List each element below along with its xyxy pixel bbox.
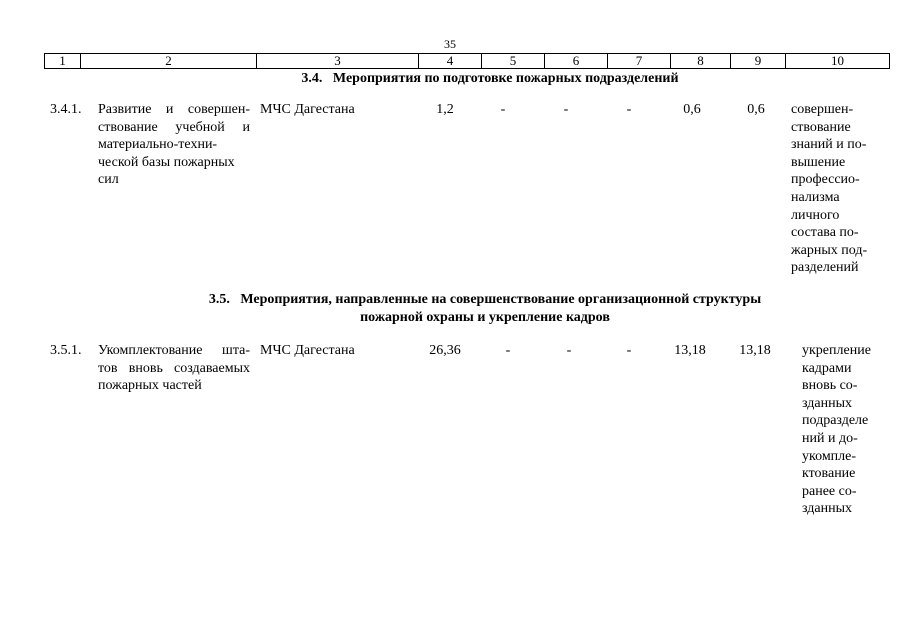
description-line: ческой базы пожарных [98, 154, 235, 170]
column-header-6: 6 [545, 54, 608, 69]
note-line: вновь со- [802, 378, 858, 394]
description-line: тов вновь создаваемых [98, 360, 250, 376]
row-description [98, 101, 250, 189]
value-col-5: - [505, 343, 511, 358]
note-line: совершен- [791, 102, 854, 117]
value-col-8: 0,6 [683, 102, 701, 117]
note-line: зданных [802, 501, 853, 517]
note-line: профессио- [791, 172, 860, 188]
note-line: ний и до- [802, 430, 858, 446]
description-line: материально-техни- [98, 137, 218, 153]
section-title-3-4: 3.4. Мероприятия по подготовке пожарных подразделений [301, 71, 679, 86]
page-number: 35 [444, 37, 456, 51]
value-col-7: - [626, 102, 632, 117]
value-col-9: 13,18 [739, 343, 771, 358]
note-line: вышение [791, 154, 846, 170]
description-line: сил [98, 172, 119, 188]
column-header-10: 10 [786, 54, 890, 69]
column-header-2: 2 [81, 54, 257, 69]
description-line: пожарных частей [98, 378, 202, 394]
value-col-4: 1,2 [436, 102, 454, 117]
row-description [98, 342, 250, 395]
note-line: жарных под- [791, 242, 868, 258]
value-col-9: 0,6 [747, 102, 765, 117]
value-col-4: 26,36 [429, 343, 461, 358]
row-code: 3.5.1. [50, 343, 82, 358]
note-line: ствование [791, 119, 851, 135]
note-line: личного [791, 207, 840, 223]
column-header-9: 9 [731, 54, 786, 69]
column-header-3: 3 [257, 54, 419, 69]
column-header-1: 1 [45, 54, 81, 69]
note-line: зданных [802, 395, 853, 411]
note-line: укомпле- [802, 448, 857, 464]
note-line: состава по- [791, 225, 859, 241]
note-line: разделений [791, 260, 859, 276]
value-col-8: 13,18 [674, 343, 706, 358]
note-line: ктование [802, 466, 856, 482]
row-code: 3.4.1. [50, 102, 82, 117]
column-header-8: 8 [671, 54, 731, 69]
note-line: ранее со- [802, 483, 857, 499]
column-header-4: 4 [419, 54, 482, 69]
value-col-6: - [566, 343, 572, 358]
note-line: нализма [791, 189, 840, 205]
note-line: подразделе [802, 413, 869, 429]
row-organization: МЧС Дагестана [260, 343, 355, 358]
value-col-5: - [500, 102, 506, 117]
column-header-7: 7 [608, 54, 671, 69]
note-line: кадрами [802, 360, 852, 376]
note-line: укрепление [802, 343, 871, 358]
row-note [802, 342, 892, 518]
section-title-line: 3.5. Мероприятия, направленные на совершенствование организационной структуры [208, 292, 762, 307]
description-line: Укомплектование шта- [98, 343, 250, 358]
description-line: Развитие и совершен- [98, 102, 250, 117]
row-note [791, 101, 891, 277]
column-header-row [44, 53, 890, 69]
column-header-5: 5 [482, 54, 545, 69]
section-title-line: пожарной охраны и укрепление кадров [360, 310, 610, 325]
section-title-3-5 [100, 291, 870, 327]
note-line: знаний и по- [791, 137, 867, 153]
row-organization: МЧС Дагестана [260, 102, 355, 117]
value-col-7: - [626, 343, 632, 358]
value-col-6: - [563, 102, 569, 117]
description-line: ствование учебной и [98, 119, 250, 135]
